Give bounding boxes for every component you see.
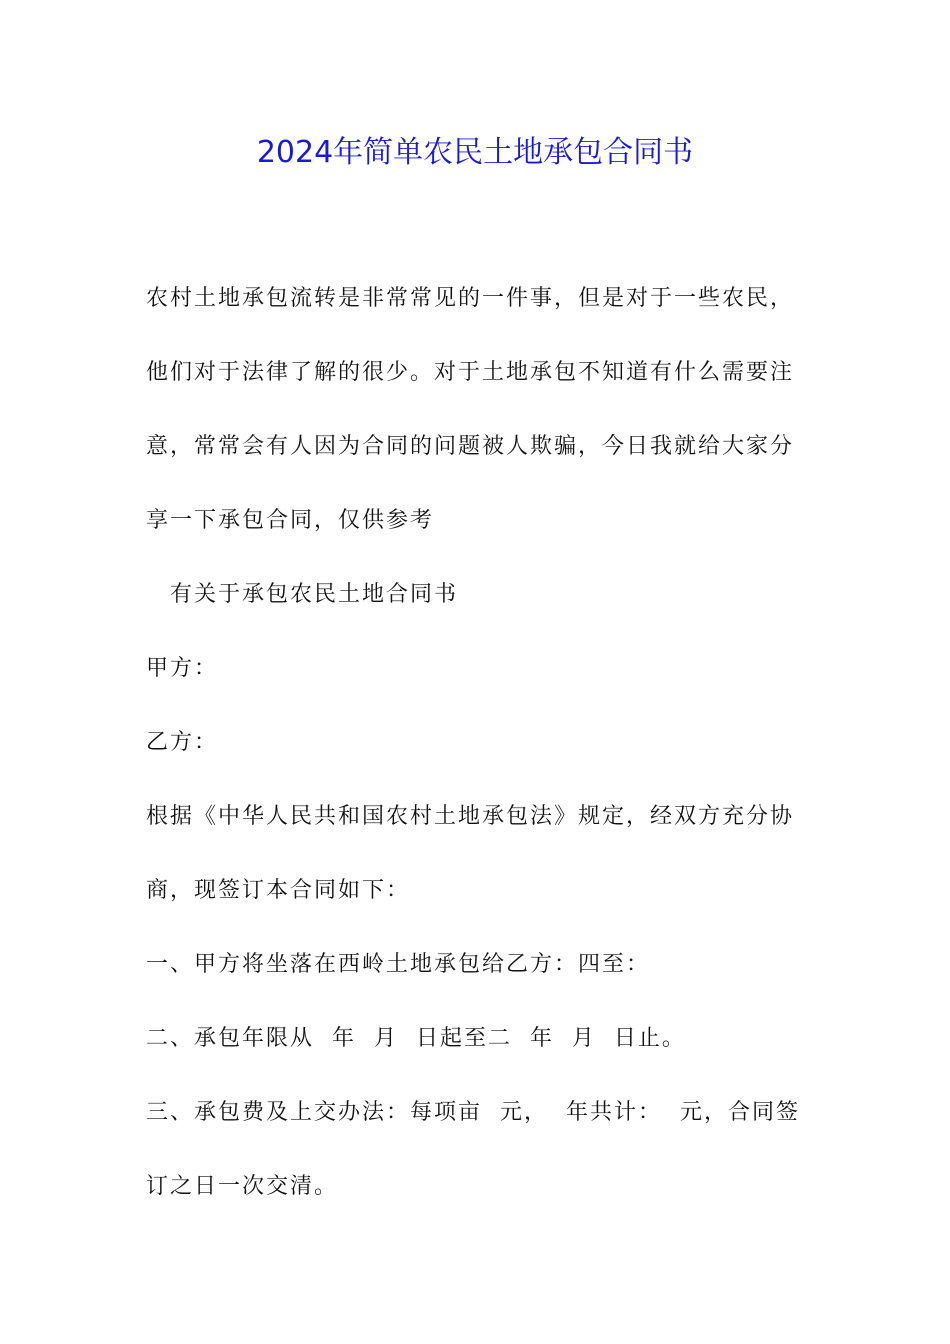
document-title: 2024年简单农民土地承包合同书 — [256, 135, 694, 170]
clause-2: 二、承包年限从 年 月 日起至二 年 月 日止。 — [146, 1026, 686, 1051]
basis-paragraph: 根据《中华人民共和国农村土地承包法》规定，经双方充分协商，现签订本合同如下： — [146, 804, 795, 903]
section-heading: 有关于承包农民土地合同书 — [170, 582, 459, 607]
party-b-line: 乙方： — [146, 730, 219, 755]
intro-paragraph: 农村土地承包流转是非常常见的一件事，但是对于一些农民，他们对于法律了解的很少。对于土地承包不知道有什么需要注意，常常会有人因为合同的问题被人欺骗，今日我就给大家分享一下承包合同，仅供参考 — [146, 286, 795, 533]
party-a-line: 甲方： — [146, 656, 219, 681]
clause-1: 一、甲方将坐落在西岭土地承包给乙方：四至： — [146, 952, 651, 977]
clause-3: 三、承包费及上交办法：每项亩 元， 年共计： 元，合同签订之日一次交清。 — [146, 1100, 800, 1199]
document-body — [146, 262, 808, 1224]
